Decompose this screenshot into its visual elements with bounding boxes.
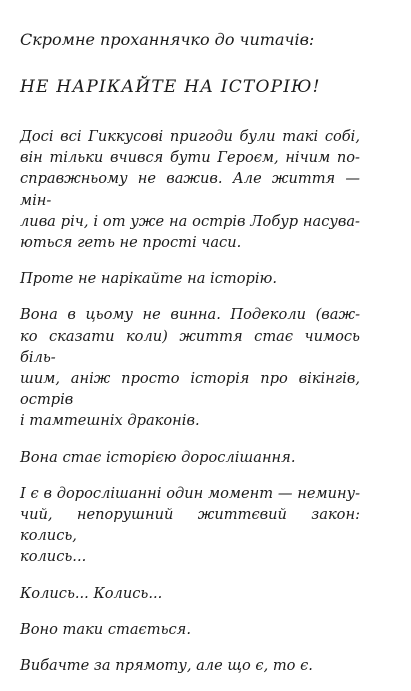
text-line: лива річ, і от уже на острів Лобур насува- xyxy=(20,212,360,230)
page-body xyxy=(20,30,360,691)
text-line: чий, непорушний життєвий закон: колись, xyxy=(20,506,360,545)
text-line: він тільки вчився бути Героєм, нічим по- xyxy=(20,149,360,167)
text-line: шим, аніж просто історія про вікінгів, острів xyxy=(20,370,360,409)
text-line: колись... xyxy=(20,548,87,566)
text-line: І є в дорослішанні один момент — немину- xyxy=(20,484,360,502)
text-line: ються геть не прості часи. xyxy=(20,234,242,252)
text-line: Досі всі Гиккусові пригоди були такі собі, xyxy=(20,128,360,145)
paragraph-4: Вона стає історією дорослішання. xyxy=(20,448,296,466)
paragraph-6: Колись... Колись... xyxy=(20,584,163,602)
text-line: ко сказати коли) життя стає чимось біль- xyxy=(20,327,360,366)
paragraph-5 xyxy=(20,483,360,568)
intro-line: Скромне проханнячко до читачів: xyxy=(20,30,315,49)
text-line: Вона в цьому не винна. Подеколи (важ- xyxy=(20,306,360,324)
paragraph-2: Проте не нарікайте на історію. xyxy=(20,270,278,288)
paragraph-8: Вибачте за прямоту, але що є, то є. xyxy=(20,657,313,675)
chapter-heading: НЕ НАРІКАЙТЕ НА ІСТОРІЮ! xyxy=(20,77,321,97)
text-line: справжньому не важив. Але життя — мін- xyxy=(20,170,360,209)
paragraph-1 xyxy=(20,126,360,253)
paragraph-3 xyxy=(20,304,360,431)
paragraph-7: Воно таки стається. xyxy=(20,620,191,638)
text-line: і тамтешніх драконів. xyxy=(20,412,200,430)
